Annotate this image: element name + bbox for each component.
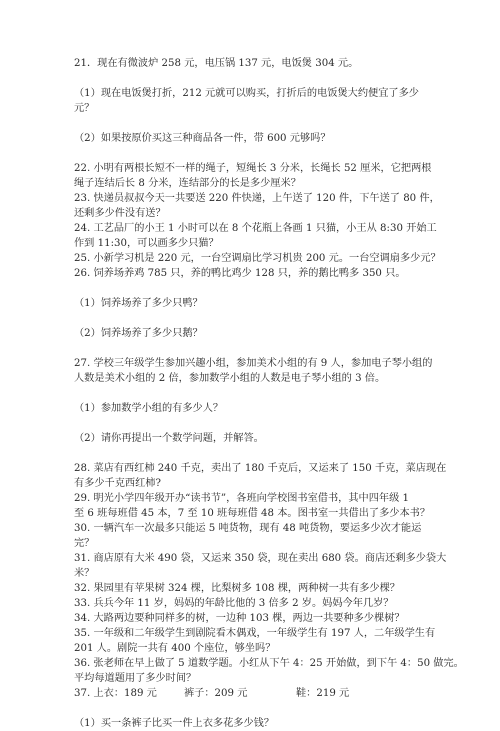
question-27-part-2: （2）请你再提出一个数学问题，并解答。 xyxy=(74,433,264,444)
question-21-part-1: （1）现在电饭煲打折，212 元就可以购买，打折后的电饭煲大约便宜了多少 xyxy=(74,88,419,99)
question-25: 25. 小新学习机是 220 元，一台空调扇比学习机贵 200 元。一台空调扇多少元？ xyxy=(74,253,441,264)
question-37-prices xyxy=(74,686,434,701)
question-36: 36. 张老师在早上做了 5 道数学题。小红从下午 4：25 开始做，到下午 4：50 做完。 xyxy=(74,658,464,669)
question-29: 29. 明光小学四年级开办“读书节”，各班向学校图书室借书，其中四年级 1 xyxy=(74,493,410,504)
price-shoes: 鞋：219 元 xyxy=(296,688,350,699)
question-23: 23. 快递员叔叔今天一共要送 220 件快递，上午送了 120 件，下午送了 80 件， xyxy=(74,193,440,204)
question-27-cont: 人数是美术小组的 2 倍，参加数学小组的人数是电子琴小组的 3 倍。 xyxy=(74,373,386,384)
question-27: 27. 学校三年级学生参加兴趣小组，参加美术小组的有 9 人，参加电子琴小组的 xyxy=(74,358,433,369)
price-pants: 裤子：209 元 xyxy=(184,688,248,699)
question-37-part-1: （1）买一条裤子比买一件上衣多花多少钱？ xyxy=(74,718,275,729)
question-21-part-2: （2）如果按原价买这三种商品各一件，带 600 元够吗？ xyxy=(74,133,331,144)
question-24: 24. 工艺品厂的小王 1 小时可以在 8 个花瓶上各画 1 只猫，小王从 8:30 开始工 xyxy=(74,223,437,234)
question-24-cont: 作到 11:30，可以画多少只猫？ xyxy=(74,238,219,249)
question-27-part-1: （1）参加数学小组的有多少人？ xyxy=(74,403,224,414)
question-28: 28. 菜店有西红柿 240 千克，卖出了 180 千克后，又运来了 150 千克，菜店现在 xyxy=(74,463,447,474)
question-21-part-1-cont: 元？ xyxy=(74,103,95,114)
question-23-cont: 还剩多少件没有送？ xyxy=(74,208,166,219)
question-21: 21．现在有微波炉 258 元，电压锅 137 元，电饭煲 304 元。 xyxy=(74,58,359,69)
question-33: 33. 兵兵今年 11 岁，妈妈的年龄比他的 3 倍多 2 岁。妈妈今年几岁？ xyxy=(74,598,394,609)
question-29-cont: 至 6 班每班借 45 本，7 至 10 班每班借 48 本。图书室一共借出了多少本书？ xyxy=(74,508,431,519)
question-26-part-1: （1）饲养场养了多少只鸭？ xyxy=(74,298,203,309)
question-28-cont: 有多少千克西红柿? xyxy=(74,478,161,489)
question-30-cont: 完？ xyxy=(74,538,95,549)
question-34: 34. 大路两边要种同样多的树，一边种 103 棵，两边一共要种多少棵树？ xyxy=(74,613,405,624)
question-35: 35. 一年级和二年级学生到剧院看木偶戏，一年级学生有 197 人，二年级学生有 xyxy=(74,628,436,639)
price-shirt: 37. 上衣：189 元 xyxy=(74,688,157,699)
worksheet-page xyxy=(74,56,464,731)
question-31-cont: 米？ xyxy=(74,568,95,579)
question-26: 26. 饲养场养鸡 785 只，养的鸭比鸡少 128 只，养的鹅比鸭多 350 只。 xyxy=(74,268,406,279)
question-36-cont: 平均每道题用了多少时间？ xyxy=(74,673,197,684)
question-32: 32. 果园里有苹果树 324 棵，比梨树多 108 棵，两种树一共有多少棵？ xyxy=(74,583,400,594)
question-22: 22. 小明有两根长短不一样的绳子，短绳长 3 分米，长绳长 52 厘米，它把两根 xyxy=(74,163,432,174)
question-26-part-2: （2）饲养场养了多少只鹅？ xyxy=(74,328,203,339)
question-31: 31. 商店原有大米 490 袋，又运来 350 袋，现在卖出 680 袋。商店还剩多少袋大 xyxy=(74,553,447,564)
question-22-cont: 绳子连结后长 8 分米，连结部分的长是多少厘米？ xyxy=(74,178,301,189)
question-30: 30. 一辆汽车一次最多只能运 5 吨货物，现有 48 吨货物，要运多少次才能运 xyxy=(74,523,422,534)
question-35-cont: 201 人。剧院一共有 400 个座位，够坐吗？ xyxy=(74,643,276,654)
